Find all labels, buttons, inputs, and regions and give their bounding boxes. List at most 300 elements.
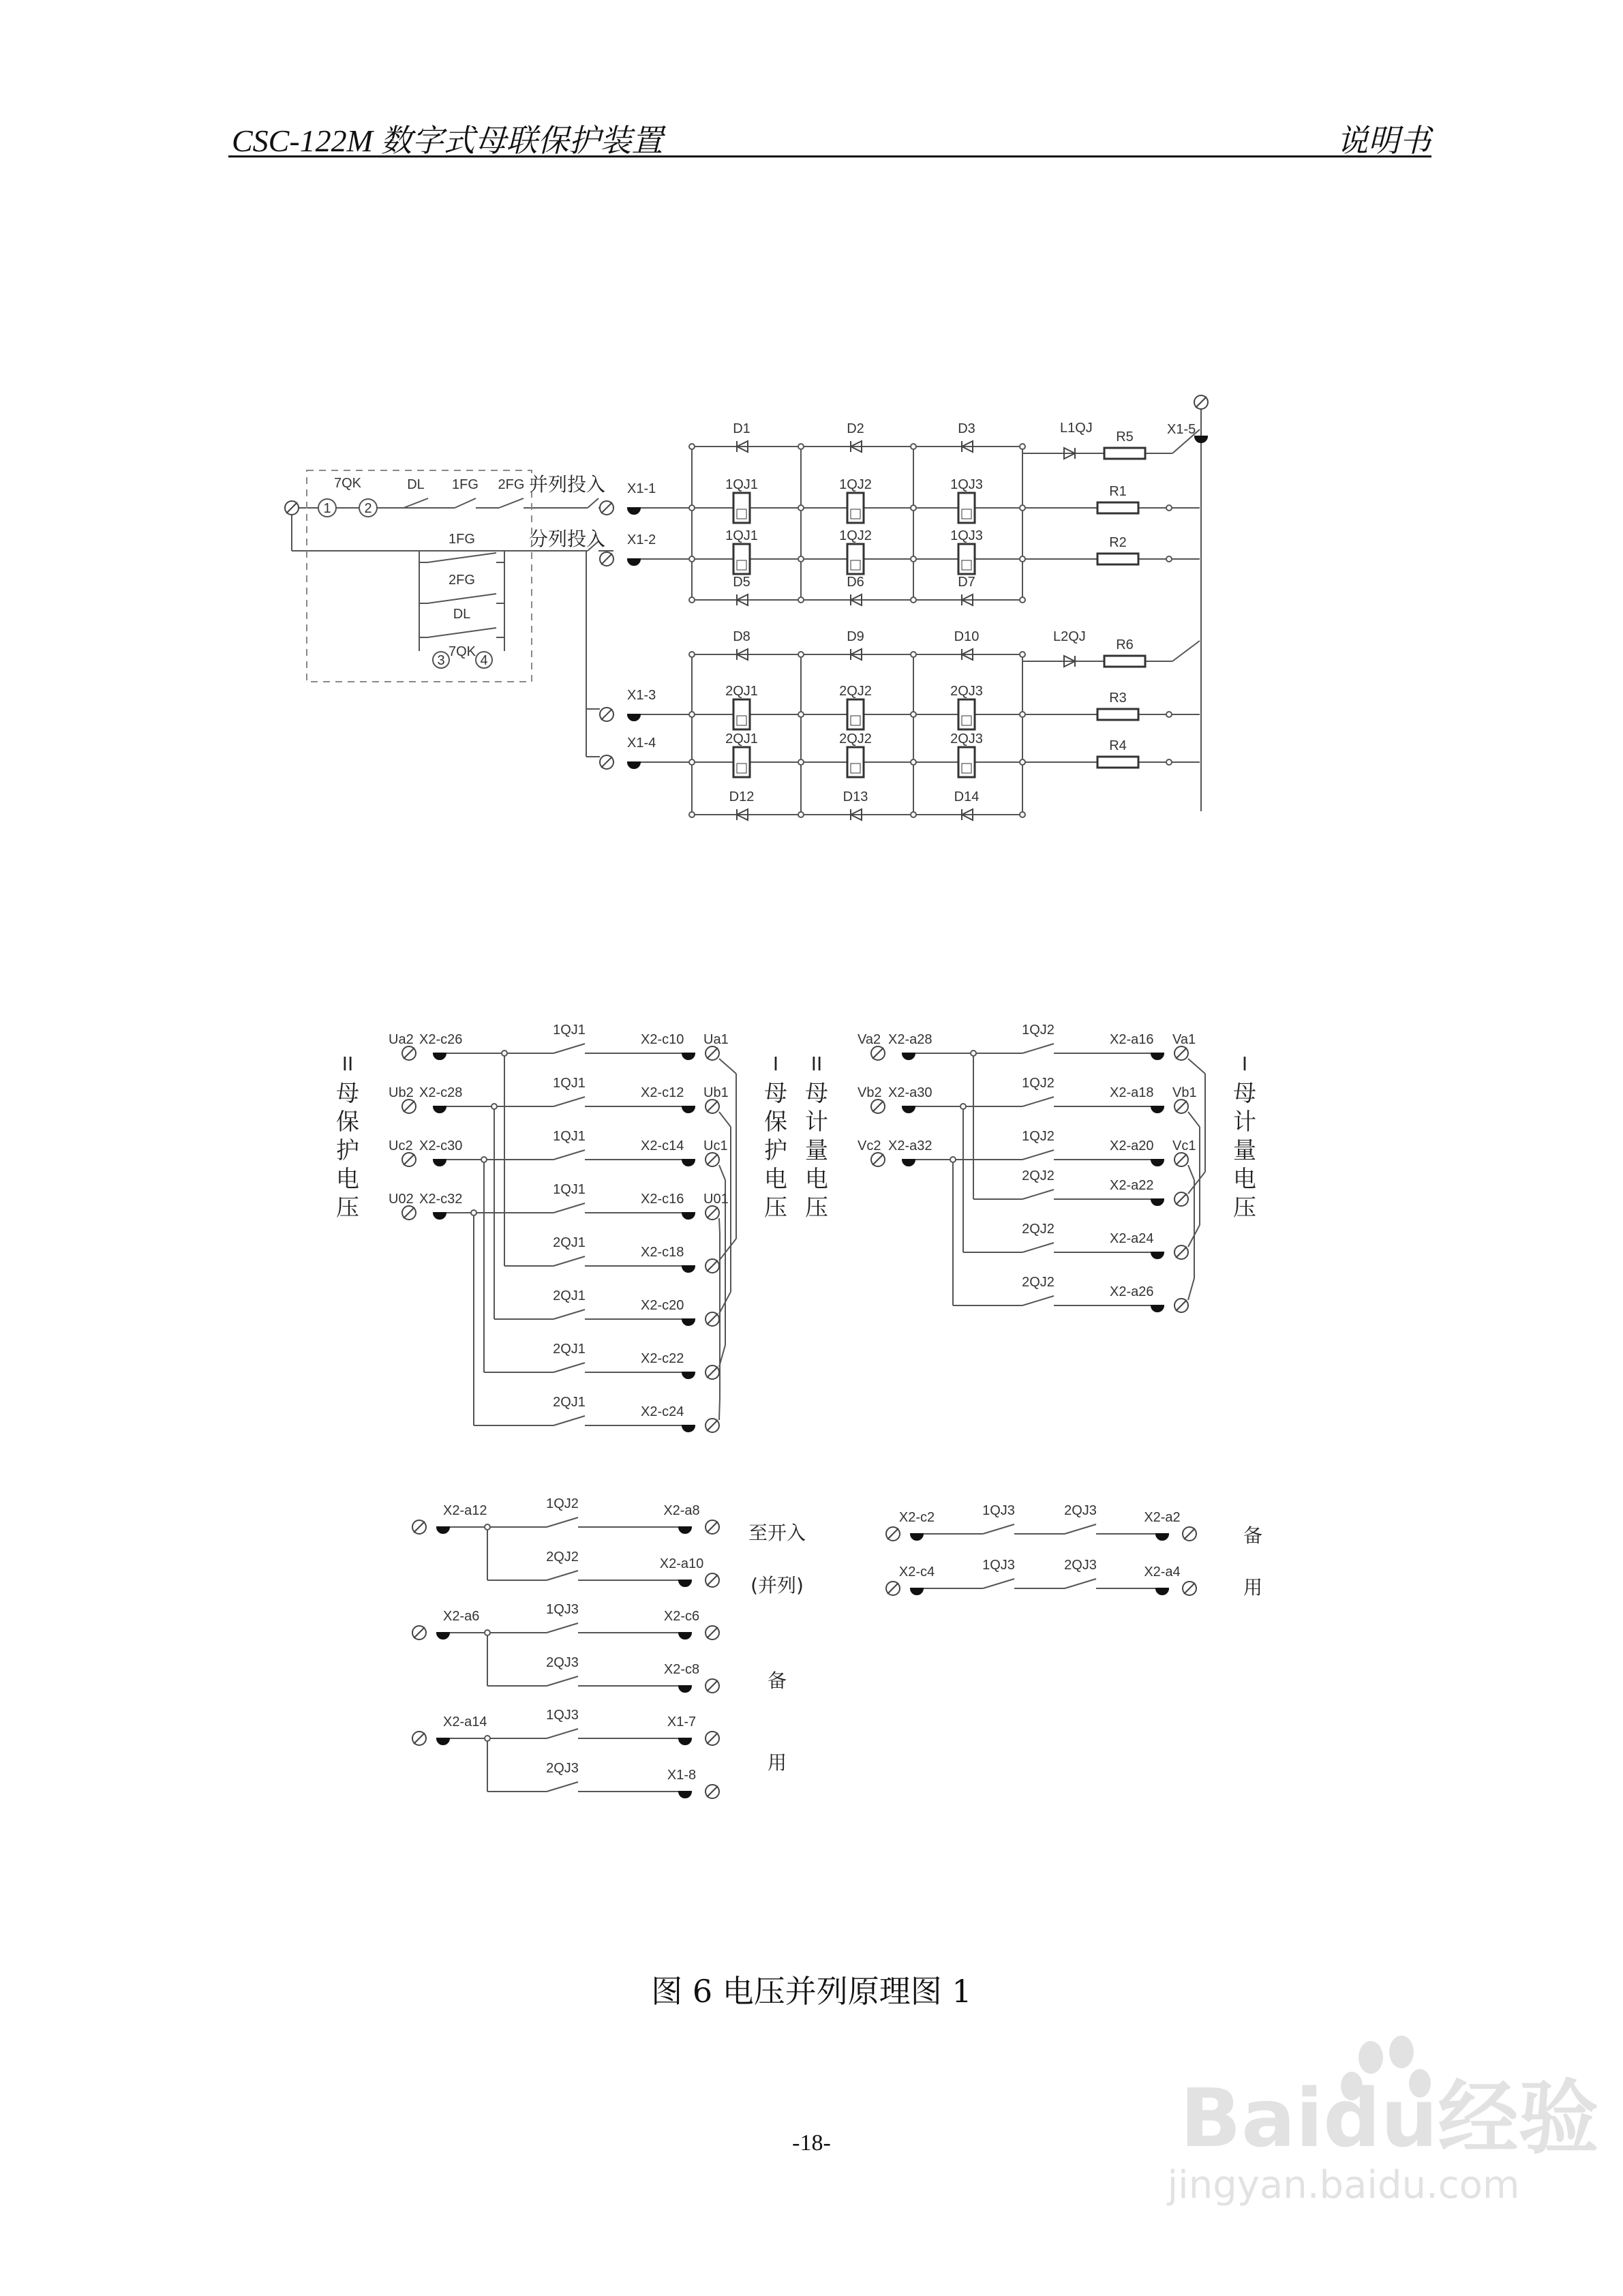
relay-coil	[958, 493, 975, 523]
junction	[1020, 556, 1025, 562]
terminal-label: X1-7	[667, 1715, 697, 1729]
junction	[911, 597, 916, 603]
wire	[1172, 641, 1200, 661]
wires	[292, 409, 1205, 1792]
qk-pos-3: 3	[437, 653, 445, 668]
pin-terminal	[682, 1319, 695, 1325]
terminal-label: X2-a4	[1144, 1565, 1181, 1580]
relay-label: 2QJ1	[725, 731, 758, 746]
pin-terminal	[434, 1160, 446, 1166]
relay-label: 2QJ2	[839, 731, 872, 746]
terminal-label: X2-a12	[443, 1503, 487, 1518]
signal-label: Ub1	[703, 1085, 729, 1100]
relay-coil	[958, 747, 975, 777]
note-spare-a: 备	[767, 1670, 787, 1692]
wire	[553, 1044, 585, 1053]
diode-label: D9	[847, 629, 864, 644]
junction	[960, 1104, 966, 1109]
wire	[719, 1059, 736, 1074]
relay-coil	[847, 493, 864, 523]
pin-terminal	[434, 1053, 446, 1059]
pin-terminal	[437, 1527, 449, 1533]
header-doc-type: 说明书	[1337, 123, 1431, 158]
junction	[689, 812, 695, 817]
terminal-label: X2-c8	[663, 1662, 700, 1677]
terminal-label: X2-c2	[898, 1510, 935, 1525]
relay-label: 2QJ3	[950, 684, 983, 699]
vertical-title-char: 母	[764, 1080, 787, 1107]
signal-label: Ub2	[389, 1085, 414, 1100]
relay-coil	[733, 747, 750, 777]
wire	[547, 1782, 578, 1792]
resistor	[1097, 757, 1138, 768]
terminal-label: X2-a20	[1110, 1138, 1154, 1153]
vertical-title-char: 压	[336, 1194, 359, 1222]
qk-label: 7QK	[333, 476, 362, 491]
junction	[1020, 444, 1025, 449]
junction	[798, 505, 804, 511]
vertical-title-char: 量	[1233, 1137, 1256, 1164]
relay-coil	[847, 544, 864, 574]
wire	[1022, 1190, 1054, 1199]
note-to-input: 至开入	[748, 1522, 806, 1544]
terminal-label: X2-c30	[419, 1138, 463, 1153]
terminal-label: X2-c10	[641, 1032, 684, 1047]
contact-label: DL	[453, 607, 471, 622]
wire	[427, 553, 496, 562]
vertical-title-char: 压	[1233, 1194, 1256, 1222]
terminal-label: X2-a8	[663, 1503, 700, 1518]
resistor-label: R1	[1109, 484, 1127, 499]
relay-label: 1QJ1	[725, 528, 758, 543]
relay-coil	[847, 747, 864, 777]
wire	[427, 594, 496, 603]
junction	[798, 652, 804, 657]
signal-label: Va2	[858, 1032, 881, 1047]
relay-coil	[847, 699, 864, 729]
junction	[911, 812, 916, 817]
junction	[1166, 556, 1172, 562]
pin-terminal	[682, 1053, 695, 1059]
junction	[1020, 505, 1025, 511]
resistor	[1104, 448, 1145, 459]
terminal-label: X2-a32	[888, 1138, 932, 1153]
pin-terminal	[437, 1738, 449, 1744]
junction	[1166, 712, 1172, 717]
wire	[719, 1398, 720, 1420]
pin-terminal	[1151, 1053, 1164, 1059]
pin-terminal	[1195, 436, 1207, 442]
contact-label: 2QJ3	[1064, 1503, 1097, 1518]
contact-label: 1QJ1	[553, 1182, 586, 1197]
junction	[1020, 652, 1025, 657]
wire	[427, 628, 496, 637]
signal-label: Uc1	[703, 1138, 728, 1153]
contact-label: 1QJ3	[546, 1708, 579, 1723]
vertical-title-char: 量	[805, 1137, 828, 1164]
bus-label: II	[342, 1053, 354, 1075]
wire	[547, 1571, 578, 1580]
pin-terminal	[1151, 1252, 1164, 1258]
contact-label: 2QJ1	[553, 1342, 586, 1357]
wire	[553, 1310, 585, 1319]
pin-terminal	[682, 1266, 695, 1272]
junction	[689, 505, 695, 511]
wire	[1022, 1150, 1054, 1160]
contact-label: 2QJ3	[546, 1655, 579, 1670]
junction	[689, 759, 695, 765]
watermark-brand: Baidu经验	[1180, 2071, 1599, 2165]
diode-label: D3	[958, 421, 975, 436]
resistor	[1097, 554, 1138, 564]
relay-coil	[958, 699, 975, 729]
diode-label: D12	[729, 789, 755, 804]
relay-label: 2QJ2	[839, 684, 872, 699]
vertical-title-char: 电	[805, 1166, 828, 1193]
pin-terminal	[902, 1106, 915, 1113]
terminal-label: X2-c16	[641, 1192, 684, 1207]
qk-pos-2: 2	[364, 501, 372, 516]
contact-label: 2FG	[498, 477, 525, 492]
wire	[404, 498, 428, 508]
relay-label: 1QJ1	[725, 477, 758, 492]
diode-label: D8	[733, 629, 750, 644]
pin-terminal	[679, 1633, 691, 1639]
resistor	[1104, 656, 1145, 667]
relay-label: 1QJ2	[839, 477, 872, 492]
wire	[553, 1416, 585, 1425]
vertical-title-char: 电	[1233, 1166, 1256, 1193]
qk-label-2: 7QK	[448, 644, 476, 659]
contact-label: DL	[407, 477, 425, 492]
signal-label: Vc2	[858, 1138, 881, 1153]
terminal-label: X1-1	[627, 481, 656, 496]
terminal-label: X2-c20	[641, 1298, 684, 1313]
signal-label: Ua1	[703, 1032, 729, 1047]
contact-label: 1QJ1	[553, 1076, 586, 1091]
contact-label: 1QJ2	[1022, 1023, 1055, 1038]
vertical-title-char: 计	[805, 1108, 828, 1136]
wire	[1065, 1524, 1096, 1534]
terminal-label: X2-c26	[419, 1032, 463, 1047]
terminal-label: X2-a24	[1110, 1231, 1154, 1246]
terminal-label: X2-c32	[419, 1192, 463, 1207]
note-parallel: (并列)	[750, 1574, 804, 1597]
signal-label: U02	[389, 1192, 414, 1207]
junction	[798, 597, 804, 603]
vertical-title-char: 母	[336, 1080, 359, 1107]
terminal-label: X1-2	[627, 532, 656, 547]
signal-label: Vc1	[1172, 1138, 1196, 1153]
relay-label: 2QJ1	[725, 684, 758, 699]
wire	[547, 1729, 578, 1738]
pin-terminal	[679, 1738, 691, 1744]
contact-label: 2QJ1	[553, 1395, 586, 1410]
watermark-url: jingyan.baidu.com	[1167, 2163, 1520, 2207]
contact-label: 1QJ2	[1022, 1076, 1055, 1091]
pin-terminal	[679, 1527, 691, 1533]
diode-label: D1	[733, 421, 750, 436]
terminal-label: X2-c18	[641, 1245, 684, 1260]
contact-label: 1QJ2	[546, 1496, 579, 1511]
signal-label: Ua2	[389, 1032, 414, 1047]
terminal-label: X2-c6	[663, 1609, 700, 1624]
pin-terminal	[682, 1160, 695, 1166]
wire	[1188, 1112, 1200, 1127]
junction	[689, 597, 695, 603]
wire	[553, 1150, 585, 1160]
pin-terminal	[434, 1213, 446, 1219]
wire	[1188, 1278, 1194, 1300]
relay-coil	[733, 699, 750, 729]
signal-label: Vb1	[1172, 1085, 1197, 1100]
wire	[547, 1517, 578, 1527]
wire	[1022, 1044, 1054, 1053]
junction	[911, 505, 916, 511]
junction	[1020, 759, 1025, 765]
terminal-label: X2-a14	[443, 1715, 487, 1729]
contact-label: 2QJ1	[553, 1235, 586, 1250]
page-number: -18-	[792, 2130, 831, 2156]
bus-label: II	[810, 1053, 823, 1075]
contact-label: 2QJ2	[1022, 1222, 1055, 1237]
terminal-label: X2-a10	[659, 1556, 704, 1571]
pin-terminal	[1151, 1199, 1164, 1205]
led-label: L1QJ	[1060, 421, 1093, 436]
contact-label: 2QJ1	[553, 1288, 586, 1303]
wire	[1188, 1059, 1205, 1074]
labels	[323, 421, 1262, 1783]
junction	[689, 652, 695, 657]
junction	[485, 1630, 490, 1635]
contact-label: 2QJ3	[546, 1761, 579, 1776]
contact-label: 1FG	[449, 532, 475, 547]
pin-terminal	[682, 1425, 695, 1432]
contact-label: 1FG	[452, 477, 479, 492]
pin-terminal	[679, 1792, 691, 1798]
wire	[719, 1239, 736, 1260]
led-label: L2QJ	[1053, 629, 1086, 644]
junction	[911, 444, 916, 449]
wire	[553, 1097, 585, 1106]
resistor-label: R3	[1109, 691, 1127, 706]
junction	[798, 759, 804, 765]
junction	[485, 1736, 490, 1741]
qk-pos-1: 1	[323, 501, 331, 516]
junction	[911, 652, 916, 657]
wire	[455, 498, 476, 508]
watermark	[1166, 2030, 1599, 2207]
terminal-label: X2-c22	[641, 1351, 684, 1366]
relay-label: 1QJ2	[839, 528, 872, 543]
note-spare-b: 用	[1243, 1576, 1263, 1599]
pin-terminal	[628, 762, 640, 768]
relay-coil	[958, 544, 975, 574]
wire	[1188, 1165, 1194, 1180]
signal-label: Va1	[1172, 1032, 1196, 1047]
contact-label: 1QJ1	[553, 1129, 586, 1144]
pin-terminal	[911, 1534, 923, 1540]
junction	[911, 556, 916, 562]
wire	[499, 498, 524, 508]
junction	[491, 1104, 497, 1109]
wire	[588, 498, 598, 508]
resistor-label: R2	[1109, 535, 1127, 550]
pin-terminal	[902, 1053, 915, 1059]
pin-terminal	[628, 714, 640, 721]
junction	[689, 556, 695, 562]
terminal-label: X2-a22	[1110, 1178, 1154, 1193]
watermark-logo	[1166, 2030, 1599, 2165]
diode-label: D6	[847, 575, 864, 590]
wire	[719, 1218, 720, 1233]
junction	[971, 1051, 976, 1056]
vertical-title-char: 母	[805, 1080, 828, 1107]
contact-label: 1QJ2	[1022, 1129, 1055, 1144]
junction	[689, 712, 695, 717]
terminal-label: X2-a6	[443, 1609, 480, 1624]
vertical-title-char: 电	[764, 1166, 787, 1193]
terminal-label: X2-c28	[419, 1085, 463, 1100]
wire	[1188, 1172, 1205, 1194]
vertical-title-char: 母	[1233, 1080, 1256, 1107]
wire	[719, 1112, 731, 1127]
figure-caption: 图 6 电压并列原理图 1	[651, 1973, 972, 2010]
contact-label: 1QJ1	[553, 1023, 586, 1038]
relay-label: 2QJ3	[950, 731, 983, 746]
pin-terminal	[682, 1372, 695, 1378]
vertical-title-char: 护	[336, 1137, 359, 1164]
terminal-label: X2-a30	[888, 1085, 932, 1100]
pin-terminal	[1156, 1534, 1168, 1540]
wire	[983, 1524, 1014, 1534]
junction	[798, 812, 804, 817]
wire	[547, 1623, 578, 1633]
pin-terminal	[628, 559, 640, 565]
junction	[1020, 597, 1025, 603]
pin-terminal	[1151, 1305, 1164, 1312]
resistor	[1097, 502, 1138, 513]
pin-terminal	[902, 1160, 915, 1166]
contact-label: 1QJ3	[546, 1602, 579, 1617]
terminal-label: X2-c24	[641, 1404, 684, 1419]
note-spare-b: 用	[767, 1751, 787, 1774]
resistor	[1097, 709, 1138, 720]
diode-label: D7	[958, 575, 975, 590]
contact-label: 2QJ2	[546, 1550, 579, 1565]
diode-label: D5	[733, 575, 750, 590]
wire	[719, 1165, 725, 1180]
pin-terminal	[682, 1106, 695, 1113]
junction	[911, 712, 916, 717]
junction	[950, 1157, 956, 1162]
vertical-title-char: 保	[336, 1108, 359, 1136]
bus-label: I	[772, 1053, 779, 1075]
signal-label: Uc2	[389, 1138, 413, 1153]
vertical-title-char: 压	[764, 1194, 787, 1222]
wire	[1022, 1097, 1054, 1106]
wire	[1022, 1296, 1054, 1305]
pin-terminal	[1151, 1160, 1164, 1166]
mode-parallel: 并列投入	[529, 473, 606, 496]
terminal-label: X1-3	[627, 688, 656, 703]
qk-pos-4: 4	[480, 653, 488, 668]
junction	[1020, 812, 1025, 817]
terminal-label: X2-a16	[1110, 1032, 1154, 1047]
pin-terminal	[679, 1686, 691, 1692]
vertical-title-char: 计	[1233, 1108, 1256, 1136]
wire	[553, 1363, 585, 1372]
junction	[689, 444, 695, 449]
terminal-label: X2-a18	[1110, 1085, 1154, 1100]
contact-label: 2QJ2	[1022, 1168, 1055, 1183]
vertical-title-char: 保	[764, 1108, 787, 1136]
wire	[1022, 1243, 1054, 1252]
wire	[983, 1579, 1014, 1588]
pin-terminal	[1156, 1588, 1168, 1595]
pin-terminal	[437, 1633, 449, 1639]
signal-label: Vb2	[858, 1085, 882, 1100]
terminal-label: X1-8	[667, 1768, 697, 1783]
vertical-title-char: 压	[805, 1194, 828, 1222]
contact-label: 1QJ3	[982, 1503, 1015, 1518]
terminal-label: X1-5	[1167, 422, 1196, 437]
terminal-label: X2-c14	[641, 1138, 684, 1153]
header-title: CSC-122M 数字式母联保护装置	[232, 123, 663, 158]
relay-label: 1QJ3	[950, 528, 983, 543]
terminal-label: X2-a2	[1144, 1510, 1181, 1525]
pin-terminal	[682, 1213, 695, 1219]
resistor-label: R6	[1116, 637, 1134, 652]
junction	[502, 1051, 507, 1056]
terminal-label: X2-c12	[641, 1085, 684, 1100]
wire	[553, 1203, 585, 1213]
contact-label: 2FG	[449, 573, 475, 588]
junction	[911, 759, 916, 765]
vertical-title-char: 护	[764, 1137, 787, 1164]
junction	[481, 1157, 487, 1162]
wire	[1065, 1579, 1096, 1588]
note-spare-a: 备	[1243, 1524, 1263, 1547]
signal-label: U01	[703, 1192, 729, 1207]
junction	[798, 712, 804, 717]
junction	[471, 1210, 476, 1215]
terminal-label: X2-a28	[888, 1032, 932, 1047]
terminal-label: X2-c4	[898, 1565, 935, 1580]
diode-label: D10	[954, 629, 980, 644]
relay-label: 1QJ3	[950, 477, 983, 492]
pin-terminal	[911, 1588, 923, 1595]
diode-label: D13	[843, 789, 868, 804]
pin-terminal	[679, 1580, 691, 1586]
diode-label: D2	[847, 421, 864, 436]
bus-label: I	[1241, 1053, 1248, 1075]
resistor-label: R4	[1109, 738, 1127, 753]
junction	[798, 556, 804, 562]
wire	[553, 1256, 585, 1266]
diode-label: D14	[954, 789, 980, 804]
pin-terminal	[1151, 1106, 1164, 1113]
vertical-title-char: 电	[336, 1166, 359, 1193]
contact-label: 2QJ2	[1022, 1275, 1055, 1290]
junction	[1166, 505, 1172, 511]
mode-split: 分列投入	[529, 528, 606, 550]
terminal-label: X1-4	[627, 736, 656, 751]
pin-terminal	[434, 1106, 446, 1113]
pin-terminal	[628, 508, 640, 514]
contact-label: 2QJ3	[1064, 1558, 1097, 1573]
resistor-label: R5	[1116, 429, 1134, 444]
